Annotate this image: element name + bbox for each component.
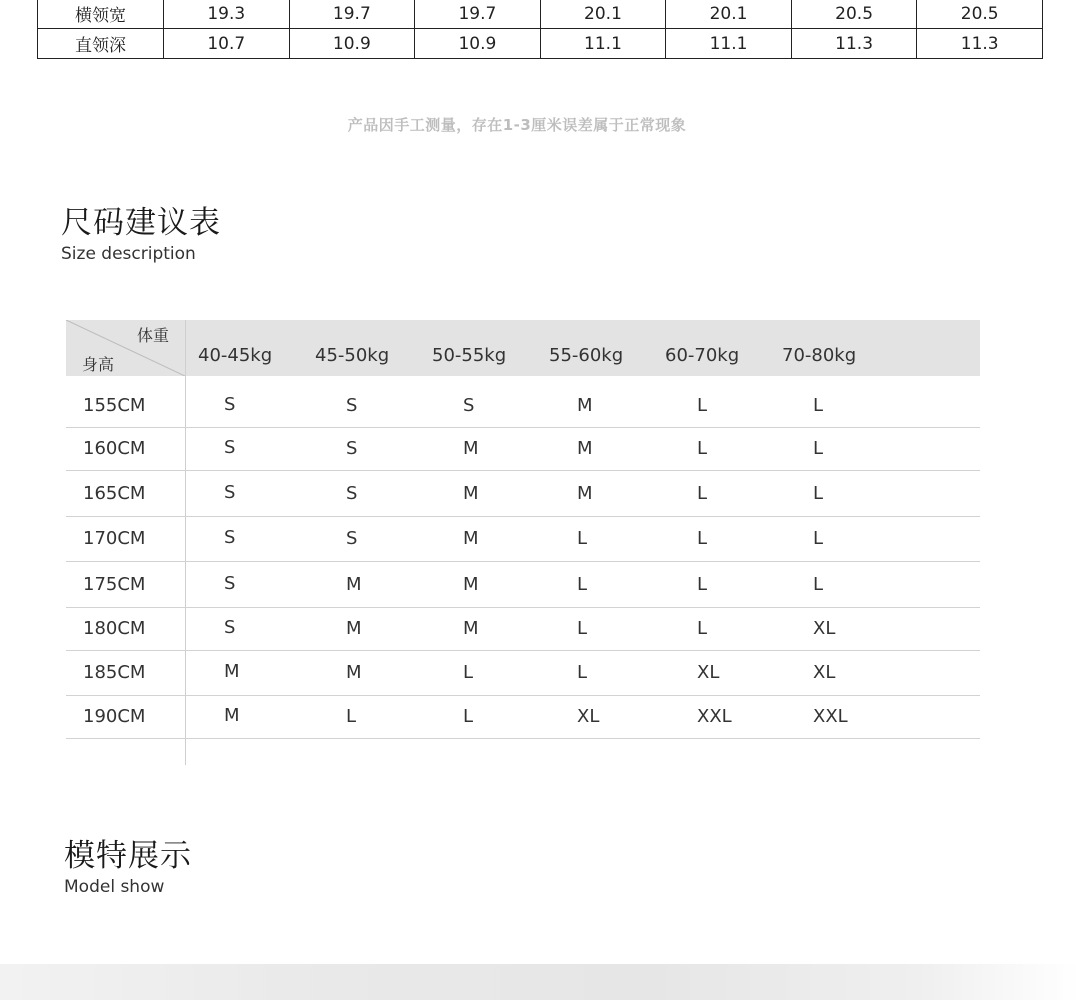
height-row-label: 160CM: [83, 438, 146, 459]
measurement-row-label: 直领深: [38, 29, 164, 59]
size-cell: M: [463, 528, 479, 549]
size-cell: L: [463, 662, 474, 683]
corner-weight-label: 体重: [137, 326, 170, 345]
size-cell: S: [346, 528, 358, 549]
size-cell: M: [463, 438, 479, 459]
height-row-label: 180CM: [83, 618, 146, 639]
height-row-label: 175CM: [83, 574, 146, 595]
size-cell: L: [813, 483, 824, 504]
measurement-cell: 11.3: [917, 29, 1043, 59]
size-cell: M: [224, 661, 240, 682]
size-table-header: [66, 320, 980, 376]
size-cell: M: [577, 438, 593, 459]
measurement-cell: 20.1: [540, 0, 666, 29]
size-cell: L: [813, 528, 824, 549]
size-cell: XL: [577, 706, 600, 727]
measurement-cell: 11.1: [540, 29, 666, 59]
corner-height-label: 身高: [82, 355, 115, 374]
model-photo-top-edge: [0, 964, 1080, 1000]
size-cell: L: [697, 483, 708, 504]
size-cell: M: [463, 483, 479, 504]
size-cell: L: [463, 706, 474, 727]
measurement-note: 产品因手工测量，存在1-3厘米误差属于正常现象: [347, 116, 687, 134]
size-cell: S: [224, 482, 236, 503]
size-table-corner-cell: [66, 320, 185, 376]
size-cell: S: [224, 394, 236, 415]
size-table-row: [66, 696, 980, 739]
measurement-cell: 19.7: [289, 0, 415, 29]
weight-column-header: 55-60kg: [549, 345, 624, 366]
model-section-subtitle: Model show: [64, 877, 165, 897]
size-cell: S: [224, 527, 236, 548]
size-cell: M: [224, 705, 240, 726]
size-cell: L: [697, 395, 708, 416]
weight-column-header: 60-70kg: [665, 345, 740, 366]
measurement-cell: 20.5: [791, 0, 917, 29]
size-table-row: [66, 471, 980, 517]
weight-column-header: 45-50kg: [315, 345, 390, 366]
size-cell: M: [577, 395, 593, 416]
weight-column-header: 50-55kg: [432, 345, 507, 366]
size-cell: S: [224, 617, 236, 638]
model-section-title: 模特展示: [64, 838, 192, 874]
measurement-cell: 20.1: [666, 0, 792, 29]
weight-column-header: 70-80kg: [782, 345, 857, 366]
weight-column-header: 40-45kg: [198, 345, 273, 366]
size-table-row: [66, 517, 980, 562]
measurement-row: [38, 0, 1043, 29]
size-table-row: [66, 428, 980, 471]
measurement-cell: 10.9: [415, 29, 541, 59]
size-cell: L: [697, 574, 708, 595]
size-cell: XXL: [697, 706, 732, 727]
measurement-cell: 19.7: [415, 0, 541, 29]
height-row-label: 170CM: [83, 528, 146, 549]
size-cell: XL: [813, 662, 836, 683]
measurement-table: [37, 0, 1043, 59]
size-cell: S: [346, 395, 358, 416]
size-cell: L: [577, 618, 588, 639]
measurement-row-label: 横领宽: [38, 0, 164, 29]
size-cell: M: [346, 574, 362, 595]
size-cell: L: [577, 574, 588, 595]
measurement-row: [38, 29, 1043, 59]
measurement-cell: 10.7: [164, 29, 290, 59]
measurement-cell: 10.9: [289, 29, 415, 59]
measurement-cell: 20.5: [917, 0, 1043, 29]
size-cell: S: [463, 395, 475, 416]
size-cell: M: [346, 618, 362, 639]
size-cell: L: [697, 528, 708, 549]
size-cell: L: [577, 662, 588, 683]
size-section-title: 尺码建议表: [61, 205, 221, 241]
size-cell: M: [463, 574, 479, 595]
size-cell: L: [697, 618, 708, 639]
size-cell: L: [813, 574, 824, 595]
size-cell: S: [224, 573, 236, 594]
size-cell: M: [577, 483, 593, 504]
size-cell: L: [577, 528, 588, 549]
size-cell: M: [346, 662, 362, 683]
size-cell: S: [346, 438, 358, 459]
height-row-label: 190CM: [83, 706, 146, 727]
size-cell: L: [346, 706, 357, 727]
height-row-label: 185CM: [83, 662, 146, 683]
size-table-row: [66, 562, 980, 608]
height-row-label: 155CM: [83, 395, 146, 416]
size-table-row: [66, 651, 980, 696]
size-table-row: [66, 376, 980, 428]
size-cell: XL: [813, 618, 836, 639]
size-cell: XL: [697, 662, 720, 683]
size-cell: M: [463, 618, 479, 639]
size-cell: XXL: [813, 706, 848, 727]
measurement-cell: 11.1: [666, 29, 792, 59]
size-section-subtitle: Size description: [61, 244, 196, 264]
size-cell: L: [813, 438, 824, 459]
size-cell: L: [813, 395, 824, 416]
size-recommendation-table: [66, 320, 980, 765]
measurement-cell: 19.3: [164, 0, 290, 29]
height-row-label: 165CM: [83, 483, 146, 504]
size-cell: S: [346, 483, 358, 504]
size-table-row: [66, 608, 980, 651]
measurement-cell: 11.3: [791, 29, 917, 59]
size-cell: S: [224, 437, 236, 458]
size-cell: L: [697, 438, 708, 459]
